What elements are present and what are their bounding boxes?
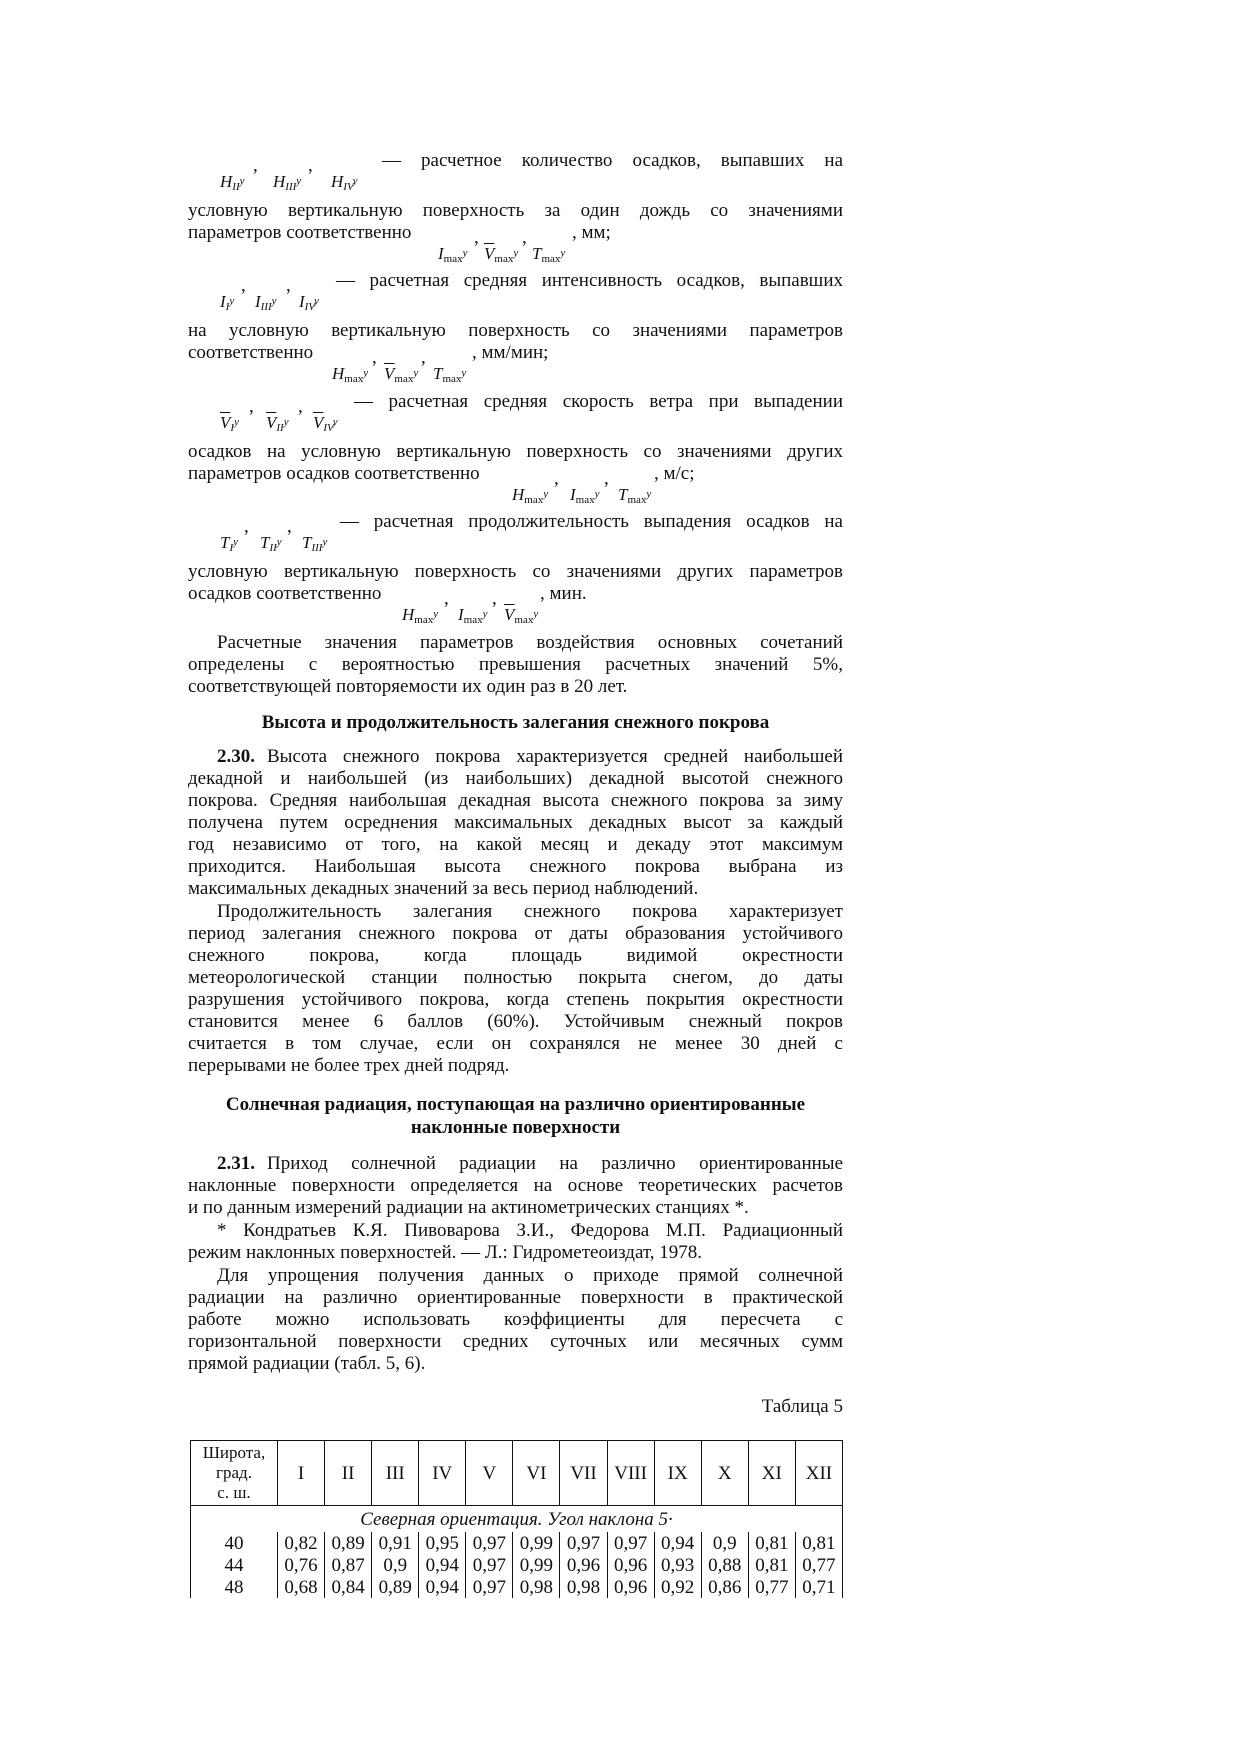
comma: , bbox=[492, 588, 497, 609]
comma: , bbox=[372, 347, 377, 368]
table-cell: 0,71 bbox=[795, 1576, 842, 1598]
table-cell: 0,98 bbox=[513, 1576, 560, 1598]
table-cell: 0,97 bbox=[607, 1532, 654, 1554]
cell-latitude: 48 bbox=[191, 1576, 278, 1598]
table-cell: 0,88 bbox=[701, 1554, 748, 1576]
table-cell: 0,94 bbox=[419, 1554, 466, 1576]
symbol-i-max: $I_{max}^y$ bbox=[438, 244, 468, 265]
para231-line: и по данным измерений радиации на актинометрических станциях *. bbox=[188, 1197, 749, 1218]
comma: , bbox=[286, 275, 291, 296]
symbol-t-iii: $T_{III}^y$ bbox=[302, 533, 328, 554]
symbol-v-max: $\overline{V}_{max}^y$ bbox=[384, 364, 419, 385]
para-number-2-30: 2.30. bbox=[217, 746, 255, 767]
symbol-h-ii: $H_{II}^y$ bbox=[220, 172, 245, 193]
table-cell: 0,96 bbox=[607, 1576, 654, 1598]
header-month: VI bbox=[513, 1441, 560, 1506]
header-month: X bbox=[701, 1441, 748, 1506]
section-heading-snow: Высота и продолжительность залегания снежного покрова bbox=[261, 712, 770, 733]
symbol-t-max: $T_{max}^y$ bbox=[532, 244, 566, 265]
para-number-2-31: 2.31. bbox=[217, 1153, 255, 1174]
para230-line: получена путем осреднения максимальных декадных высот за каждый bbox=[188, 812, 843, 833]
table-cell: 0,76 bbox=[278, 1554, 325, 1576]
para-simplification-line: радиации на различно ориентированные поверхности в практической bbox=[188, 1287, 843, 1308]
table-header-row bbox=[191, 1441, 843, 1506]
table-cell: 0,95 bbox=[419, 1532, 466, 1554]
block2-line3: соответственно bbox=[188, 342, 314, 363]
block1-unit: , мм; bbox=[572, 222, 611, 243]
block2-unit: , мм/мин; bbox=[472, 342, 549, 363]
para-duration-line: разрушения устойчивого покрова, когда степень покрытия окрестности bbox=[188, 989, 843, 1010]
header-month: III bbox=[372, 1441, 419, 1506]
para230-line: приходится. Наибольшая высота снежного покрова выбрана из bbox=[188, 856, 843, 877]
block4-line3: осадков соответственно bbox=[188, 583, 382, 604]
header-month: IX bbox=[654, 1441, 701, 1506]
block3-lead: — расчетная средняя скорость ветра при выпадении bbox=[354, 391, 843, 412]
table-cell: 0,9 bbox=[701, 1532, 748, 1554]
table-cell: 0,81 bbox=[795, 1532, 842, 1554]
para-duration-line: период залегания снежного покрова от даты образования устойчивого bbox=[188, 923, 843, 944]
table-row bbox=[191, 1576, 843, 1598]
block4-line2: условную вертикальную поверхность со значениями других параметров bbox=[188, 561, 843, 582]
symbol-t-i: $T_I^y$ bbox=[220, 533, 239, 554]
footnote-line: режим наклонных поверхностей. — Л.: Гидрометеоиздат, 1978. bbox=[188, 1242, 703, 1263]
header-month: VIII bbox=[607, 1441, 654, 1506]
para230-line: Высота снежного покрова характеризуется средней наибольшей bbox=[267, 746, 843, 767]
para1-line: Расчетные значения параметров воздействия основных сочетаний bbox=[217, 632, 843, 653]
block1-line3: параметров соответственно bbox=[188, 222, 412, 243]
para-simplification-line: Для упрощения получения данных о приходе прямой солнечной bbox=[217, 1265, 843, 1286]
para230-line: год независимо от того, на какой месяц и декаду этот максимум bbox=[188, 834, 843, 855]
block1-line2: условную вертикальную поверхность за один дождь со значениями bbox=[188, 200, 843, 221]
comma: , bbox=[253, 155, 258, 176]
block2-line2: на условную вертикальную поверхность со значениями параметров bbox=[188, 320, 843, 341]
table-cell: 0,68 bbox=[278, 1576, 325, 1598]
cell-latitude: 40 bbox=[191, 1532, 278, 1554]
table-cell: 0,92 bbox=[654, 1576, 701, 1598]
block3-unit: , м/с; bbox=[654, 463, 695, 484]
para-duration-line: метеорологической станции полностью покрыта снегом, до даты bbox=[188, 967, 843, 988]
table-cell: 0,94 bbox=[654, 1532, 701, 1554]
footnote-line: * Кондратьев К.Я. Пивоварова З.И., Федорова М.П. Радиационный bbox=[217, 1220, 843, 1241]
para231-line: Приход солнечной радиации на различно ориентированные bbox=[267, 1153, 843, 1174]
header-month: II bbox=[325, 1441, 372, 1506]
header-month: XI bbox=[748, 1441, 795, 1506]
block4-unit: , мин. bbox=[540, 583, 587, 604]
symbol-h-max: $H_{max}^y$ bbox=[332, 364, 369, 385]
table-cell: 0,99 bbox=[513, 1554, 560, 1576]
table-cell: 0,94 bbox=[419, 1576, 466, 1598]
para-simplification-line: горизонтальной поверхности средних суточных или месячных сумм bbox=[188, 1331, 843, 1352]
table-cell: 0,84 bbox=[325, 1576, 372, 1598]
para-duration-line: перерывами не более трех дней подряд. bbox=[188, 1055, 510, 1076]
comma: , bbox=[249, 396, 254, 417]
table-row bbox=[191, 1532, 843, 1554]
table-cell: 0,77 bbox=[795, 1554, 842, 1576]
para-simplification-line: прямой радиации (табл. 5, 6). bbox=[188, 1353, 426, 1374]
table-cell: 0,82 bbox=[278, 1532, 325, 1554]
table-cell: 0,87 bbox=[325, 1554, 372, 1576]
para-duration-line: считается в том случае, если он сохранялся не менее 30 дней с bbox=[188, 1033, 843, 1054]
symbol-h-max: $H_{max}^y$ bbox=[402, 605, 439, 626]
comma: , bbox=[298, 396, 303, 417]
header-month: VII bbox=[560, 1441, 607, 1506]
table-cell: 0,81 bbox=[748, 1554, 795, 1576]
header-month: V bbox=[466, 1441, 513, 1506]
cell-latitude: 44 bbox=[191, 1554, 278, 1576]
comma: , bbox=[421, 347, 426, 368]
symbol-i-iii: $I_{III}^y$ bbox=[255, 292, 277, 313]
symbol-v-i: $\overline{V}_I^y$ bbox=[220, 413, 239, 434]
symbol-v-iv: $\overline{V}_{IV}^y$ bbox=[313, 413, 338, 434]
table-section-row bbox=[191, 1506, 843, 1533]
symbol-i-max: $I_{max}^y$ bbox=[570, 485, 600, 506]
comma: , bbox=[604, 468, 609, 489]
para-duration-line: Продолжительность залегания снежного покрова характеризует bbox=[217, 901, 843, 922]
para1-line: определены с вероятностью превышения расчетных значений 5%, bbox=[188, 654, 843, 675]
block2-lead: — расчетная средняя интенсивность осадков, выпавших bbox=[336, 270, 843, 291]
table-cell: 0,98 bbox=[560, 1576, 607, 1598]
comma: , bbox=[554, 468, 559, 489]
symbol-t-ii: $T_{II}^y$ bbox=[260, 533, 282, 554]
symbol-i-max: $I_{max}^y$ bbox=[458, 605, 488, 626]
symbol-v-ii: $\overline{V}_{II}^y$ bbox=[266, 413, 289, 434]
para1-line: соответствующей повторяемости их один раз в 20 лет. bbox=[188, 676, 628, 697]
symbol-t-max: $T_{max}^y$ bbox=[433, 364, 467, 385]
comma: , bbox=[474, 227, 479, 248]
table-caption: Таблица 5 bbox=[761, 1396, 843, 1417]
para231-line: наклонные поверхности определяется на основе теоретических расчетов bbox=[188, 1175, 843, 1196]
table-cell: 0,96 bbox=[560, 1554, 607, 1576]
section-heading-radiation-2: наклонные поверхности bbox=[410, 1117, 621, 1138]
comma: , bbox=[287, 516, 292, 537]
symbol-v-max: $\overline{V}_{max}^y$ bbox=[504, 605, 539, 626]
table-section-label: Северная ориентация. Угол наклона 5· bbox=[191, 1506, 843, 1533]
symbol-h-iii: $H_{III}^y$ bbox=[273, 172, 302, 193]
block3-line2: осадков на условную вертикальную поверхность со значениями других bbox=[188, 441, 843, 462]
block1-lead: — расчетное количество осадков, выпавших на bbox=[382, 150, 843, 171]
symbol-v-max: $\overline{V}_{max}^y$ bbox=[484, 244, 519, 265]
symbol-i-iv: $I_{IV}^y$ bbox=[299, 292, 319, 313]
comma: , bbox=[522, 227, 527, 248]
comma: , bbox=[241, 275, 246, 296]
table-cell: 0,96 bbox=[607, 1554, 654, 1576]
header-month: XII bbox=[795, 1441, 842, 1506]
para230-line: максимальных декадных значений за весь период наблюдений. bbox=[188, 878, 699, 899]
table-cell: 0,89 bbox=[372, 1576, 419, 1598]
symbol-h-iv: $H_{IV}^y$ bbox=[331, 172, 358, 193]
section-heading-radiation: Солнечная радиация, поступающая на различно ориентированные bbox=[225, 1094, 806, 1115]
header-month: IV bbox=[419, 1441, 466, 1506]
para230-line: покрова. Средняя наибольшая декадная высота снежного покрова за зиму bbox=[188, 790, 843, 811]
block4-lead: — расчетная продолжительность выпадения осадков на bbox=[340, 511, 843, 532]
para-duration-line: становится менее 6 баллов (60%). Устойчивым снежный покров bbox=[188, 1011, 843, 1032]
comma: , bbox=[444, 588, 449, 609]
table-cell: 0,86 bbox=[701, 1576, 748, 1598]
table-cell: 0,91 bbox=[372, 1532, 419, 1554]
table-cell: 0,97 bbox=[466, 1554, 513, 1576]
comma: , bbox=[244, 516, 249, 537]
table-cell: 0,97 bbox=[466, 1532, 513, 1554]
table-cell: 0,77 bbox=[748, 1576, 795, 1598]
comma: , bbox=[308, 155, 313, 176]
table-cell: 0,9 bbox=[372, 1554, 419, 1576]
table-row bbox=[191, 1554, 843, 1576]
symbol-h-max: $H_{max}^y$ bbox=[512, 485, 549, 506]
table-cell: 0,97 bbox=[560, 1532, 607, 1554]
header-month: I bbox=[278, 1441, 325, 1506]
block3-line3: параметров осадков соответственно bbox=[188, 463, 480, 484]
header-latitude: Широта, град. с. ш. bbox=[191, 1441, 278, 1506]
table-cell: 0,97 bbox=[466, 1576, 513, 1598]
para-simplification-line: работе можно использовать коэффициенты для пересчета с bbox=[188, 1309, 843, 1330]
table-cell: 0,89 bbox=[325, 1532, 372, 1554]
symbol-t-max: $T_{max}^y$ bbox=[618, 485, 652, 506]
table-cell: 0,81 bbox=[748, 1532, 795, 1554]
table-cell: 0,93 bbox=[654, 1554, 701, 1576]
symbol-i-i: $I_I^y$ bbox=[220, 292, 235, 313]
table-5 bbox=[190, 1440, 843, 1598]
para230-line: декадной и наибольшей (из наибольших) декадной высотой снежного bbox=[188, 768, 843, 789]
para-duration-line: снежного покрова, когда площадь видимой окрестности bbox=[188, 945, 843, 966]
table-cell: 0,99 bbox=[513, 1532, 560, 1554]
